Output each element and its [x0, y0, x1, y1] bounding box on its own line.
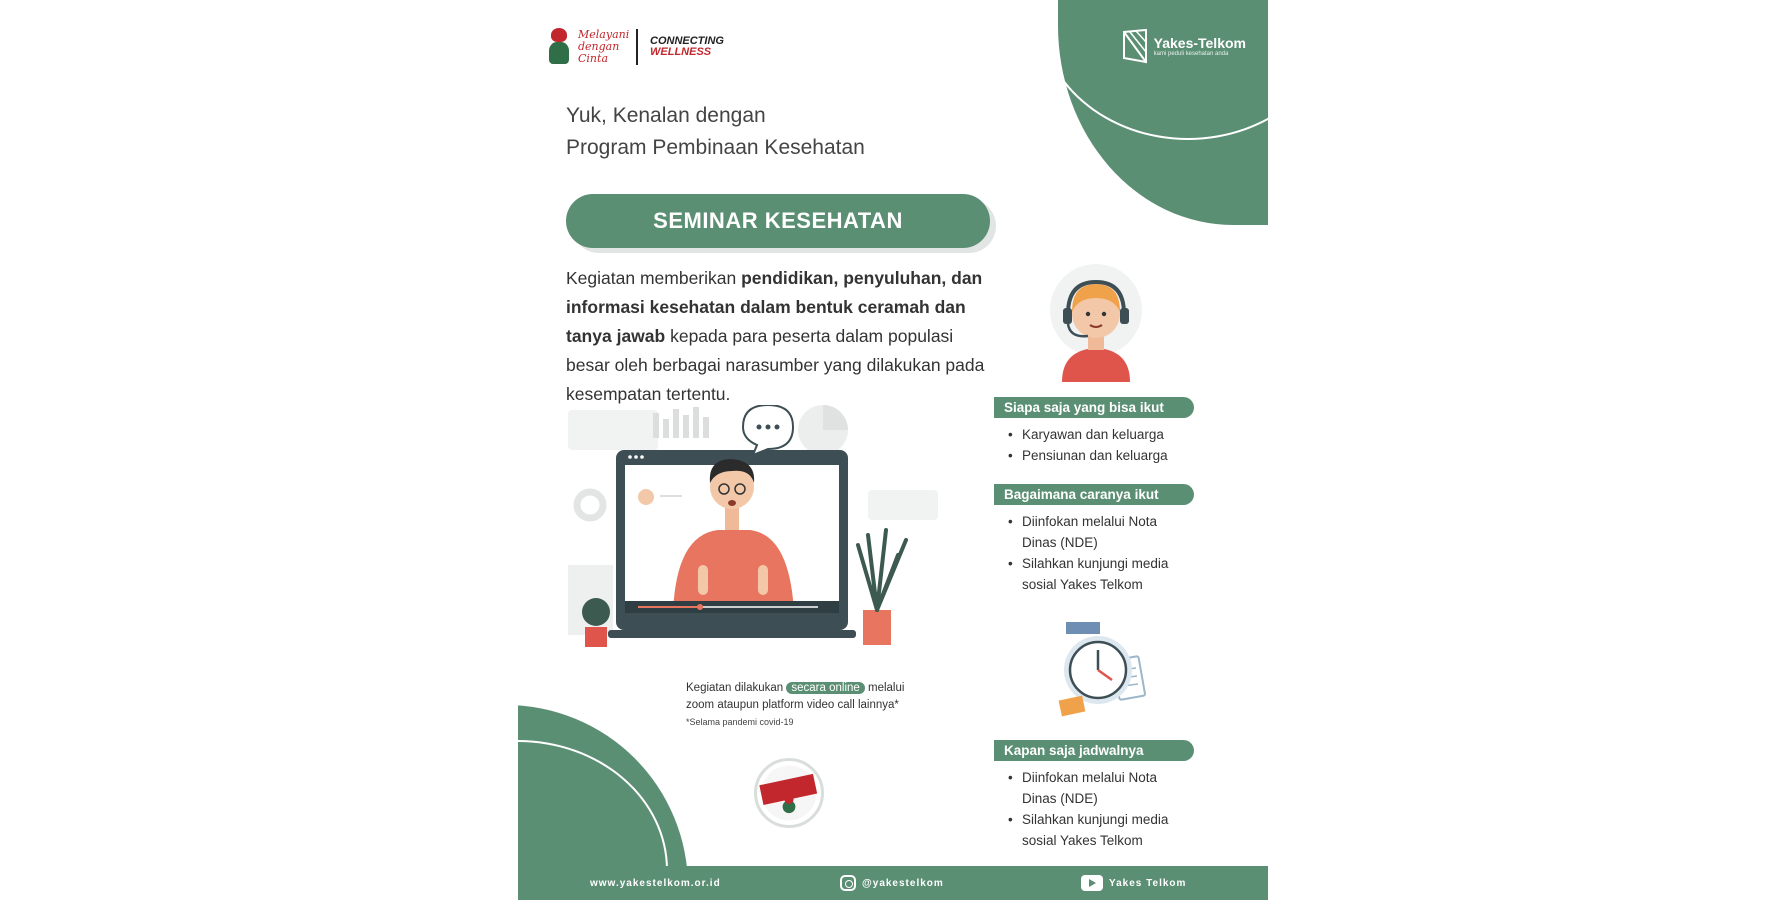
melayani-badge [754, 758, 824, 828]
description-text-1: Kegiatan memberikan [566, 268, 742, 288]
section-who-list [994, 424, 1194, 466]
footer-youtube[interactable] [1081, 866, 1186, 900]
badge-emblem-icon [757, 761, 821, 825]
youtube-channel[interactable]: Yakes Telkom [1109, 877, 1187, 889]
online-note-before: Kegiatan dilakukan [686, 682, 787, 694]
list-item: • Pensiunan dan keluarga [994, 445, 1194, 466]
list-item: • Silahkan kunjungi media sosial Yakes Telkom [994, 553, 1194, 595]
list-item: • Karyawan dan keluarga [994, 424, 1194, 445]
instagram-handle[interactable]: @yakestelkom [862, 877, 944, 889]
online-note-line-2: zoom ataupun platform video call lainnya* [686, 699, 899, 711]
section-who [994, 397, 1194, 466]
description-text-2: kepada para peserta dalam populasi besar oleh berbagai narasumber yang dilakukan pada kesempatan tertentu. [566, 326, 985, 404]
footer-instagram[interactable] [840, 866, 944, 900]
intro-line-1: Yuk, Kenalan dengan [566, 104, 766, 127]
footer-website[interactable] [590, 866, 721, 900]
poster [518, 0, 1268, 900]
connecting-wellness-logo [650, 36, 724, 58]
brand-subtitle: kami peduli kesehatan anda [1153, 51, 1229, 57]
intro-line-2: Program Pembinaan Kesehatan [566, 136, 865, 159]
list-item: • Diinfokan melalui Nota Dinas (NDE) [994, 767, 1194, 809]
section-when-list [994, 767, 1194, 851]
online-footnote: *Selama pandemi covid-19 [686, 717, 794, 727]
instagram-icon [840, 875, 856, 891]
yakes-mark-icon [1122, 28, 1148, 64]
section-how [994, 484, 1194, 595]
decorative-arc [1038, 0, 1268, 140]
brand-wellness: WELLNESS [650, 46, 712, 58]
section-how-title: Bagaimana caranya ikut [994, 484, 1194, 505]
melayani-connecting-logo [548, 28, 724, 66]
online-tag: secara online [786, 682, 864, 694]
mascot-icon [548, 28, 570, 66]
youtube-icon [1081, 875, 1103, 891]
section-when-title: Kapan saja jadwalnya [994, 740, 1194, 761]
customer-service-icon [1048, 262, 1144, 382]
seminar-banner: SEMINAR KESEHATAN [566, 194, 990, 248]
section-who-title: Siapa saja yang bisa ikut [994, 397, 1194, 418]
online-note-line-1 [686, 680, 904, 697]
online-seminar-illustration [568, 405, 948, 675]
intro-heading [566, 100, 865, 164]
online-note [686, 680, 904, 731]
website-link[interactable]: www.yakestelkom.or.id [590, 877, 721, 889]
divider [636, 29, 638, 65]
footer-bar [518, 866, 1268, 900]
description-bold: pendidikan, penyuluhan, dan informasi kesehatan dalam bentuk ceramah dan tanya jawab [566, 268, 983, 346]
list-item: • Silahkan kunjungi media sosial Yakes Telkom [994, 809, 1194, 851]
schedule-clock-icon [1054, 618, 1150, 728]
yakes-telkom-logo [1122, 28, 1246, 64]
brand-title: Yakes-Telkom [1153, 35, 1246, 51]
section-how-list [994, 511, 1194, 595]
brand-script: Melayani dengan Cinta [578, 28, 630, 65]
online-note-after: melalui [864, 682, 905, 694]
list-item: • Diinfokan melalui Nota Dinas (NDE) [994, 511, 1194, 553]
program-description [566, 264, 986, 409]
section-when [994, 740, 1194, 851]
brand-connecting: CONNECTING [650, 35, 724, 47]
